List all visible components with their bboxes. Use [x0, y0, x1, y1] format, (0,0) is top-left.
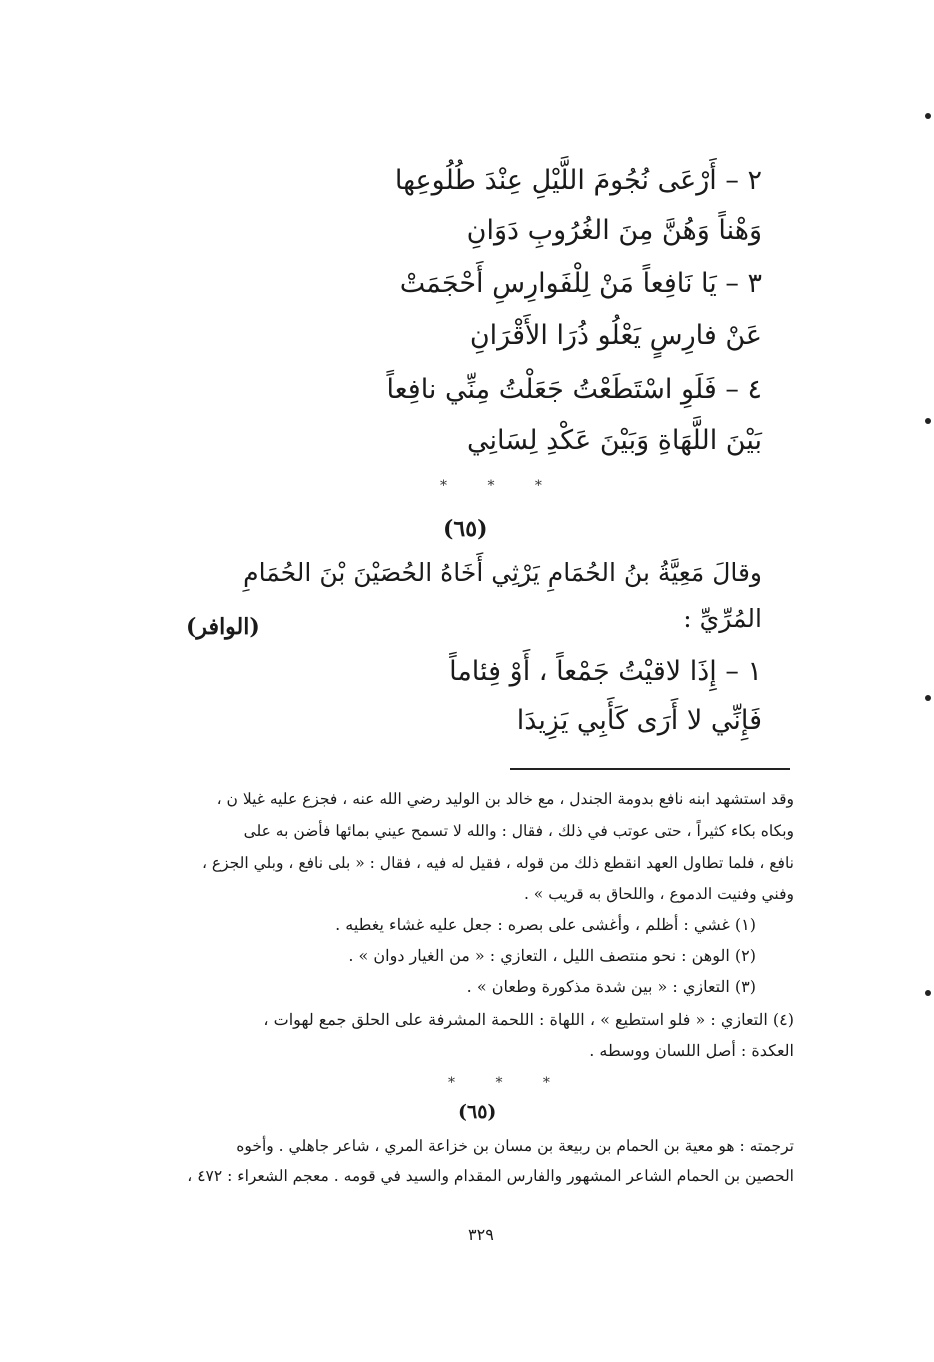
margin-dot — [925, 418, 931, 424]
margin-dot — [925, 990, 931, 996]
footnote-divider — [510, 768, 790, 770]
footnote-2: (٢) الوهن : نحو منتصف الليل ، التعازي : « من الغيار دوان » . — [348, 946, 756, 965]
margin-dot — [925, 113, 931, 119]
footnote-4-continued: العكدة : أصل اللسان ووسطه . — [589, 1041, 794, 1060]
verse-4-second-hemistich: بَيْنَ اللَّهَاةِ وَبَيْنَ عَكْدِ لِسَانِي — [466, 425, 762, 456]
poem-intro-line-1: وقالَ مَعِيَّةُ بنُ الحُمَامِ يَرْثِي أَخَاهُ الحُصَيْنَ بْنَ الحُمَامِ — [243, 558, 762, 587]
verse-3-second-hemistich: عَنْ فارِسٍ يَعْلُو ذُرَا الأَقْرَانِ — [469, 320, 762, 351]
margin-dot — [925, 695, 931, 701]
verse-4-first-hemistich — [387, 374, 762, 405]
hemistich-text: يَا نَافِعاً مَنْ لِلْفَوارِسِ أَحْجَمَتْ — [399, 268, 717, 299]
footnote-continuation-line: وبكاه بكاء كثيراً ، حتى عوتب في ذلك ، فقال : والله لا تسمح عيني بمائها فأضن به على — [243, 822, 794, 840]
hemistich-text: فَلَوِ اسْتَطَعْتُ جَعَلْتُ مِنِّي نافِعاً — [386, 374, 717, 405]
verse-2-first-hemistich — [395, 165, 762, 196]
poem-number: (٦٥) — [443, 516, 488, 542]
verse-2-second-hemistich: وَهْناً وَهُنَّ مِنَ الغُرُوبِ دَوَانِ — [466, 215, 762, 246]
verse-number: ٣ – — [725, 268, 762, 299]
footnote-poem-number: (٦٥) — [458, 1101, 497, 1123]
footnote-separator-stars: * * * — [448, 1075, 568, 1091]
hemistich-text: إِذَا لاقيْتُ جَمْعاً ، أَوْ فِئاماً — [449, 656, 717, 687]
footnote-continuation-line: وفني وفنيت الدموع ، واللحاق به قريب » . — [523, 885, 794, 903]
footnote-3: (٣) التعازي : « بين شدة مذكورة وطعان » . — [466, 977, 756, 996]
page-number: ٣٢٩ — [468, 1225, 494, 1244]
verse-number: ١ – — [725, 656, 762, 687]
hemistich-text: أَرْعَى نُجُومَ اللَّيْلِ عِنْدَ طُلُوعِها — [394, 165, 717, 196]
footnote-4: (٤) التعازي : « فلو استطيع » ، اللهاة : اللحمة المشرفة على الحلق جمع لهوات ، — [263, 1010, 794, 1029]
verse-1-first-hemistich — [449, 656, 762, 687]
footnote-continuation-line: وقد استشهد ابنه نافع بدومة الجندل ، مع خالد بن الوليد رضي الله عنه ، فجزع عليه غيلا ن ، — [216, 790, 794, 808]
verse-number: ٢ – — [725, 165, 762, 196]
footnote-continuation-line: نافع ، فلما تطاول العهد انقطع ذلك من قوله ، فقيل له فيه ، فقال : « بلى نافع ، وبلي الجزع ، — [201, 854, 794, 872]
section-separator-stars: * * * — [440, 478, 560, 494]
biography-line-1: ترجمته : هو معية بن الحمام بن ربيعة بن مسان بن خزاعة المري ، شاعر جاهلي . وأخوه — [236, 1137, 794, 1155]
poem-meter: (الوافر) — [186, 614, 260, 640]
footnote-1: (١) غشي : أظلم ، وأغشى على بصره : جعل عليه غشاء يغطيه . — [335, 915, 756, 934]
verse-number: ٤ – — [725, 374, 762, 405]
verse-1-second-hemistich: فَإِنِّي لا أَرَى كَأَبِي يَزِيدَا — [516, 705, 762, 736]
verse-3-first-hemistich — [400, 268, 762, 299]
biography-line-2: الحصين بن الحمام الشاعر المشهور والفارس المقدام والسيد في قومه . معجم الشعراء : ٤٧٢ ، — [187, 1167, 794, 1185]
poem-intro-line-2: المُرِّيِّ : — [683, 604, 762, 633]
